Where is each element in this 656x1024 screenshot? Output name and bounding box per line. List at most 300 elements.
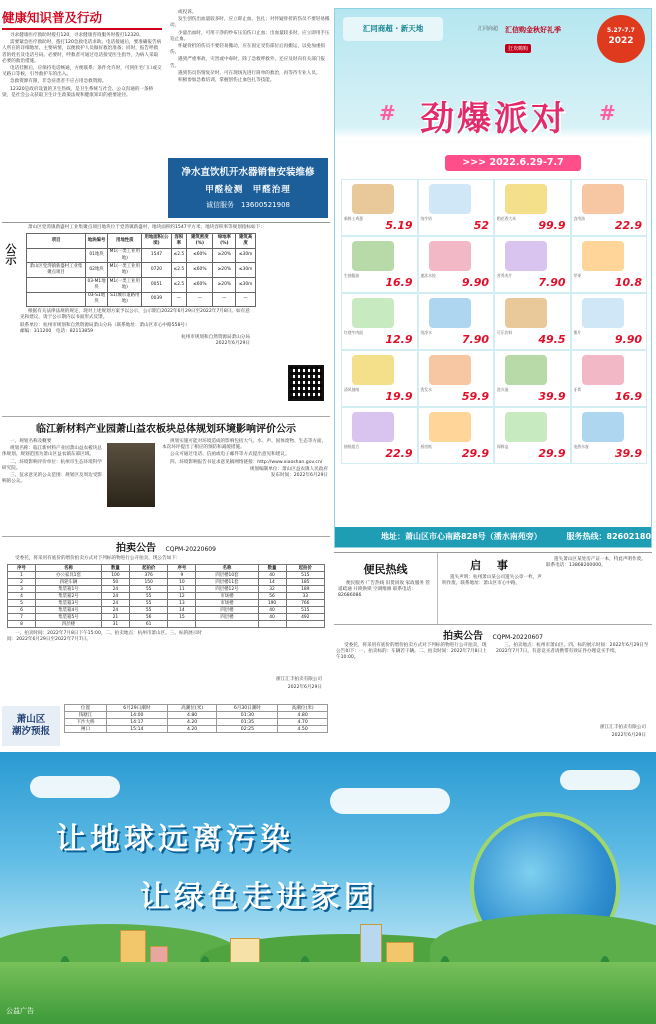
auction-cell: 15: [168, 614, 196, 621]
eco-banner: [0, 752, 656, 1024]
notice-row: [27, 292, 256, 307]
product-image: [352, 241, 394, 271]
notice-col-header: 容积率: [171, 234, 187, 249]
product-card: [341, 407, 418, 464]
auction-body: 一、拍卖时间：2022年7月8日下午15:00，二、拍卖地点：杭州市萧山区。三、标的展示时间：2022年6月29日至2022年7月7日。: [7, 631, 202, 643]
auction-cell: 515: [286, 572, 324, 579]
auction-cell: 33: [286, 593, 324, 600]
product-card: [418, 236, 495, 293]
tide-cell: 4.20: [167, 726, 217, 733]
product-card: [571, 293, 648, 350]
auction-cell: 55: [129, 607, 167, 614]
product-card: [494, 179, 571, 236]
product-card: [341, 293, 418, 350]
notice-col-header: 建筑高度: [236, 234, 256, 249]
store-logo-secondary: 汇同商超: [477, 26, 498, 32]
notice-cell: ≤30m: [236, 248, 256, 263]
tide-cell: 15:14: [106, 726, 167, 733]
auction-cell: 24: [101, 600, 129, 607]
notice-cell: —: [213, 292, 236, 307]
classified-text: 遗失萧山区某处房产证一本，特此声明作废。联系电话：13868200000。: [546, 557, 646, 569]
health-paragraph: 积极参加急救培训，掌握创伤止血包扎等技能。: [178, 78, 275, 84]
auction-cell: 185: [286, 579, 324, 586]
product-name: 抽纸组合: [344, 444, 360, 449]
product-card: [494, 236, 571, 293]
hash-icon: #: [379, 101, 396, 125]
notice-body: 根据有关法律法规的规定，现对上述规划方案予以公示，公示期自2022年6月29日至2022年7月8日。如有意见和建议，请于公示期内以书面形式反馈。: [20, 309, 250, 321]
tide-cell: 14:17: [106, 719, 167, 726]
auction-cell: 11: [168, 586, 196, 593]
auction-cell: 55: [129, 600, 167, 607]
auction-cell: 14: [168, 607, 196, 614]
auction-cell: 4: [8, 593, 36, 600]
tide-row: [65, 726, 328, 733]
product-name: 保鲜盒: [497, 444, 509, 449]
product-price: 9.90: [461, 276, 489, 289]
auction-title: [334, 627, 652, 642]
cloud-icon: [330, 788, 450, 814]
product-image: [505, 241, 547, 271]
hash-icon: #: [599, 101, 616, 125]
product-name: 新鲜土鸡蛋: [344, 216, 363, 221]
notice-cell: 0051: [142, 277, 171, 292]
water-ad-phone: 诚信服务 13600521908: [206, 201, 290, 209]
auction-intro: 受委托，将采用有底价的增价拍卖方式对下列标的物进行公开拍卖，现公告如下：: [15, 556, 181, 561]
auction-cell: 61: [129, 621, 167, 628]
grass-ground: [0, 962, 656, 1024]
auction-row: [8, 614, 325, 621]
notice-cell: 1547: [142, 248, 171, 263]
tide-label: [2, 706, 60, 746]
tide-col-header: 6月30日潮时: [217, 705, 278, 712]
eia-article: [2, 416, 330, 534]
auction-row: [8, 586, 325, 593]
product-card: [418, 179, 495, 236]
auction-col-header: 数量: [101, 565, 129, 572]
notice-cell: ≤60%: [187, 277, 213, 292]
auction-cell: 40: [258, 614, 286, 621]
notice-cell: ≤2.5: [171, 277, 187, 292]
tide-cell: 闸口: [65, 726, 107, 733]
notice-side-label: 公示: [4, 243, 17, 265]
notice-cell: [27, 277, 86, 292]
product-name: 生抽酱油: [344, 273, 360, 278]
notice-cell: 萧山区党湾镇新盛村工业集聚点项目: [27, 263, 86, 278]
auction-cell: 四层楼: [36, 621, 102, 628]
eia-paragraph: 公众可通过电话、信函或电子邮件等方式提出意见和建议。: [170, 452, 290, 458]
auction-cell: 市场楼: [196, 593, 258, 600]
auction-cell: 8: [8, 621, 36, 628]
tide-label-line: 潮汐预报: [11, 726, 50, 737]
product-price: 29.9: [461, 447, 489, 460]
auction-cell: 376: [129, 572, 167, 579]
auction-cell: 四轮车辆: [36, 579, 102, 586]
notice-cell: ≤30m: [236, 263, 256, 278]
auction-text: 三、拍卖地点：杭州市萧山区。四、标的展示时间：2022年6月29日至2022年7月7日。有意竞买者请携带有效证件办理竞买手续。: [496, 643, 649, 655]
health-knowledge-column: [2, 8, 162, 220]
store-hotline: 服务热线：82602180: [566, 532, 652, 541]
auction-cell: 21: [101, 614, 129, 621]
health-paragraph: 遇到伤员伤情复杂时，可在现场先进行简单的救治，再等待专业人员。: [178, 70, 321, 76]
notice-contact: 联系单位：杭州市规划和自然资源局萧山分局（联系地址：萧山区市心中路558号）: [20, 322, 190, 328]
product-price: 49.5: [538, 333, 566, 346]
tide-cell: 钱塘江: [65, 712, 107, 719]
product-image: [429, 241, 471, 271]
notice-cell: 03-S1地块: [85, 292, 107, 307]
product-name: 清风抽纸: [344, 387, 360, 392]
classified-column: [546, 557, 650, 570]
product-price: 7.90: [538, 276, 566, 289]
product-name: 纯牛奶: [420, 216, 432, 221]
eia-paragraph: 二、环境影响评价单位：杭州市生态环境科学研究院。: [2, 459, 102, 471]
hero-headline: 劲爆派对: [420, 99, 568, 139]
notice-cell: 0039: [142, 292, 171, 307]
product-image: [429, 298, 471, 328]
auction-code: CQPM-20220609: [165, 546, 216, 553]
auction-col-header: 起拍价: [286, 565, 324, 572]
auction-col-header: 起拍价: [129, 565, 167, 572]
product-price: 5.19: [385, 219, 413, 232]
product-image: [352, 355, 394, 385]
notice-cell: ≤60%: [187, 248, 213, 263]
product-price: 16.9: [614, 390, 642, 403]
eia-title: 临江新材料产业园萧山益农板块总体规划环境影响评价公示: [36, 424, 296, 435]
supermarket-ad: [334, 8, 652, 548]
product-price: 12.9: [385, 333, 413, 346]
eia-date: 发布时间：2022年6月29日: [270, 473, 328, 479]
product-name: 电热水壶: [573, 444, 589, 449]
product-price: 16.9: [385, 276, 413, 289]
auction-cell: 集装箱2号: [36, 593, 102, 600]
auction-cell: 56: [129, 614, 167, 621]
auction-sign: 浙江汇丰拍卖有限公司: [600, 725, 646, 730]
auction-sign: 浙江汇丰拍卖有限公司: [276, 677, 322, 682]
eco-slogan: 让地球远离污染: [56, 822, 294, 857]
auction-cell: 2: [8, 579, 36, 586]
public-service-tag: 公益广告: [6, 1007, 34, 1015]
anniversary-badge: [597, 15, 645, 63]
auction-title-text: 拍卖公告: [116, 543, 157, 554]
auction-code: CQPM-20220607: [492, 634, 543, 641]
auction-cell: 150: [129, 579, 167, 586]
health-paragraph: 或投诉。: [178, 10, 197, 15]
notice-cell: M1(一类工业用地): [108, 263, 142, 278]
notice-cell: ≤2.5: [171, 248, 187, 263]
auction-cell: 189: [286, 586, 324, 593]
notice-col-header: 地块编号: [85, 234, 107, 249]
health-paragraph: 少量出血时，可用干净的纱布压迫伤口止血；出血量较多时，应立即用手压迫止血。: [170, 30, 330, 42]
auction-cell: 四层楼10套: [196, 572, 258, 579]
health-paragraph: 电话挂断后，应保持电话畅通，方便联系；条件允许时，可到住宅门口或交叉路口等候，引导救护车的出入。: [2, 66, 162, 78]
auction-date: 2022年6月29日: [287, 685, 322, 690]
product-name: 可乐饮料: [497, 330, 513, 335]
notice-cell: ≤2.5: [171, 263, 187, 278]
product-image: [582, 298, 624, 328]
auction-cell: 7: [8, 614, 36, 621]
store-address-bar: [335, 527, 652, 547]
auction-cell: 24: [101, 607, 129, 614]
eia-paragraph: 三、征求意见的公众范围：规划区及周边受影响的公众。: [2, 473, 102, 485]
product-price: 29.9: [538, 447, 566, 460]
notice-col-header: 项目: [27, 234, 86, 249]
notice-col-header: 用地性质: [108, 234, 142, 249]
tide-cell: 01:30: [217, 712, 278, 719]
product-image: [505, 355, 547, 385]
health-paragraph: 寻求健康医疗救助时拨打120，寻求健康咨询服务时拨打12320。: [10, 33, 144, 38]
notice-intro: 萧山区党湾镇新盛村工业集聚点项目地块位于党湾镇新盛村，地块面积约1547平方米，地块容积率等规划指标如下：: [28, 225, 265, 230]
product-image: [429, 184, 471, 214]
water-purifier-ad: [168, 158, 328, 218]
product-card: [341, 179, 418, 236]
notice-cell: —: [171, 292, 187, 307]
product-price: 9.90: [614, 333, 642, 346]
auction-cell: 31: [101, 621, 129, 628]
auction-col-header: 序号: [8, 565, 36, 572]
product-name: 纯净水: [420, 330, 432, 335]
auction-cell: 32: [258, 586, 286, 593]
product-image: [505, 298, 547, 328]
auction-cell: 10: [168, 579, 196, 586]
product-name: 厨房纸: [420, 444, 432, 449]
product-card: [571, 350, 648, 407]
product-card: [571, 179, 648, 236]
auction-cell: 55: [129, 593, 167, 600]
product-name: 洗发水: [420, 387, 432, 392]
auction-cell: 24: [101, 593, 129, 600]
product-name: 苹果: [573, 273, 582, 278]
auction-date: 2022年6月29日: [611, 733, 646, 738]
health-column-continued: [170, 10, 330, 175]
product-card: [418, 293, 495, 350]
auction-cell: 9: [168, 572, 196, 579]
product-name: 食用油: [573, 216, 585, 221]
qr-code: [288, 365, 324, 401]
tide-cell: 4.50: [278, 726, 328, 733]
auction-text: 受委托，将采用有底价的增价拍卖方式对下列标的物进行公开拍卖，现公告如下：一、拍卖标的：车辆若干辆。二、拍卖时间：2022年7月8日上午10:00。: [336, 643, 487, 661]
product-name: 稻花香大米: [497, 216, 516, 221]
notice-cell: ≥20%: [213, 248, 236, 263]
product-name: 红烧牛肉面: [344, 330, 363, 335]
water-ad-services: 甲醛检测 甲醛治理: [205, 185, 291, 195]
product-image: [429, 355, 471, 385]
eia-link: 四、环境影响报告书征求意见稿网络链接：http://www.xiaoshan.gov.cn/: [170, 459, 323, 465]
tide-cell: 4.80: [278, 712, 328, 719]
tide-cell: 4.20: [167, 719, 217, 726]
badge-dates: 5.27-7.7: [607, 27, 635, 34]
hotline-heading: 便民热线: [363, 563, 408, 576]
health-paragraph: 12320是政府设置的卫生热线，是卫生系统与社会、公众沟通的一条桥梁，是社会公众获取卫生计生政策法规和健康知识的重要途径。: [2, 86, 154, 98]
auction-notice-2: [334, 624, 652, 746]
event-tag: 狂欢嗨购: [505, 44, 531, 53]
product-image: [352, 184, 394, 214]
notice-cell: M1(一类工业用地): [108, 248, 142, 263]
cloud-icon: [30, 776, 120, 798]
auction-row: [8, 579, 325, 586]
product-price: 39.9: [538, 390, 566, 403]
notice-zip: 邮编：311200 电话：82113859: [20, 328, 94, 334]
notice-cell: 0720: [142, 263, 171, 278]
auction-cell: 四层楼: [196, 607, 258, 614]
product-card: [571, 407, 648, 464]
product-card: [494, 350, 571, 407]
notice-cell: ≥20%: [213, 277, 236, 292]
tide-table-body: [65, 712, 328, 733]
tide-label-line: 萧山区: [16, 714, 46, 725]
product-card: [341, 350, 418, 407]
tide-table: [64, 704, 328, 733]
tide-cell: 4.80: [167, 712, 217, 719]
classified-column: [442, 557, 542, 589]
notice-cell: 03-M1地块: [85, 277, 107, 292]
health-paragraph: 怀疑骨折的伤员不要轻易搬动，应在固定受伤部位后再搬运，以免加重损伤。: [170, 44, 326, 56]
notice-date: 2022年6月29日: [215, 341, 250, 347]
product-price: 7.90: [461, 333, 489, 346]
store-logo: 汇同商超 · 新天地: [343, 17, 443, 41]
tide-cell: 下沙大桥: [65, 719, 107, 726]
notice-heading: 启 事: [470, 559, 514, 572]
tide-cell: 01:35: [217, 719, 278, 726]
auction-cell: 四层楼11套: [196, 579, 258, 586]
auction-cell: 四层楼12号: [196, 586, 258, 593]
notice-cell: [27, 248, 86, 263]
auction-cell: 13: [168, 600, 196, 607]
tide-row: [65, 712, 328, 719]
auction-cell: 766: [286, 600, 324, 607]
health-paragraph: 急救资源有限，非急症患者不应占用急救资源。: [10, 79, 107, 85]
notice-col-header: 绿地率(%): [213, 234, 236, 249]
auction-cell: 3: [8, 586, 36, 593]
product-image: [582, 241, 624, 271]
auction-cell: 40: [258, 607, 286, 614]
eco-slogan: 让绿色走进家园: [140, 880, 378, 915]
notice-cell: ≤30m: [236, 277, 256, 292]
product-image: [352, 298, 394, 328]
product-card: [418, 350, 495, 407]
product-image: [582, 355, 624, 385]
auction-table-body: [8, 572, 325, 628]
auction-cell: 集装箱1号: [36, 586, 102, 593]
auction-cell: 5: [8, 600, 36, 607]
auction-cell: [196, 621, 258, 628]
health-paragraph: 需要紧急医疗救助时，拨打120急救电话求助。电话接通后，要准确报告病人所在的详细地址、主要病情，以便救护人员做好救治准备；同时，报告呼救者的姓名及电话号码。必要时，呼救者可通过电话接受医生指导，为病人采取必要的救治措施。: [2, 40, 162, 64]
auction-row: [8, 593, 325, 600]
eia-paragraph: 一、规划名称及概要: [10, 439, 52, 444]
product-price: 19.9: [385, 390, 413, 403]
water-ad-headline: 净水直饮机开水器销售安装维修: [181, 167, 315, 178]
product-card: [494, 407, 571, 464]
product-price: 59.9: [461, 390, 489, 403]
planning-notice: [2, 222, 330, 412]
auction-cell: 集装箱5号: [36, 614, 102, 621]
auction-notice-1: [2, 536, 330, 696]
eia-paragraph: 规划名称：临江新材料产业园萧山益农板块总体规划。规划范围为萧山区益农镇东部区域。: [2, 446, 102, 458]
product-image: [505, 412, 547, 442]
auction-cell: 6: [8, 607, 36, 614]
notice-cell: —: [236, 292, 256, 307]
notice-cell: M1(一类工业用地): [108, 277, 142, 292]
auction-cell: 办公家具1套: [36, 572, 102, 579]
auction-cell: 14: [258, 579, 286, 586]
product-card: [341, 236, 418, 293]
product-price: 10.8: [614, 276, 642, 289]
product-price: 39.9: [614, 447, 642, 460]
auction-cell: [258, 621, 286, 628]
auction-cell: [168, 621, 196, 628]
notice-col-header: 建筑密度(%): [187, 234, 213, 249]
auction-cell: 40: [258, 572, 286, 579]
product-image: [352, 412, 394, 442]
notice-table: [26, 233, 256, 307]
tide-forecast: [2, 698, 330, 748]
auction-row: [8, 572, 325, 579]
auction-col-header: 数量: [258, 565, 286, 572]
cloud-icon: [560, 770, 640, 790]
health-title: 健康知识普及行动: [2, 8, 162, 30]
health-body: [2, 33, 162, 99]
eia-site-photo: [107, 443, 155, 507]
event-title: 汇信购金秋好礼季: [505, 26, 561, 34]
product-name: 牙膏: [573, 387, 582, 392]
auction-row: [8, 621, 325, 628]
auction-cell: 50: [101, 579, 129, 586]
auction-cell: 1: [8, 572, 36, 579]
badge-year: 2022: [608, 36, 634, 46]
promo-date-range: >>> 2022.6.29-7.7: [445, 155, 581, 171]
eia-column-2: [162, 439, 328, 479]
tide-col-header: 位置: [65, 705, 107, 712]
notice-cell: 02地块: [85, 263, 107, 278]
hotline-text: 便民服务 广告热线 旧货回收 家政服务 管道疏通 开锁换锁 空调维修 联系电话：82686086: [338, 581, 430, 599]
product-name: 营养麦片: [497, 273, 513, 278]
notice-col-header: 用地面积(公顷): [142, 234, 171, 249]
auction-cell: 集装箱4号: [36, 607, 102, 614]
auction-cell: 集装箱3号: [36, 600, 102, 607]
auction-table: [7, 564, 325, 628]
notice-table-body: [27, 248, 256, 306]
auction-cell: [286, 621, 324, 628]
notice-cell: [27, 292, 86, 307]
product-grid: [341, 179, 647, 464]
product-price: 22.9: [614, 219, 642, 232]
eia-column-1: [2, 439, 102, 486]
product-card: [418, 407, 495, 464]
auction-cell: 100: [101, 572, 129, 579]
tide-cell: 14:00: [106, 712, 167, 719]
auction-cell: 55: [129, 586, 167, 593]
tide-col-header: 6月29日潮时: [106, 705, 167, 712]
notice-cell: —: [187, 292, 213, 307]
notice-cell: 01地块: [85, 248, 107, 263]
notice-cell: S1(城市道路用地): [108, 292, 142, 307]
product-price: 99.9: [538, 219, 566, 232]
tide-row: [65, 719, 328, 726]
auction-col-header: 序号: [168, 565, 196, 572]
auction-col-header: 名称: [196, 565, 258, 572]
product-name: 洗衣液: [497, 387, 509, 392]
tide-cell: 02:25: [217, 726, 278, 733]
notice-cell: ≥20%: [213, 263, 236, 278]
notice-row: [27, 248, 256, 263]
auction-cell: 24: [101, 586, 129, 593]
classified-text: 遗失声明：杭州萧山某公司遗失公章一枚，声明作废。联系地址：萧山区市心中路。: [442, 575, 542, 587]
notice-cell: ≤60%: [187, 263, 213, 278]
product-image: [582, 184, 624, 214]
tide-cell: 4.70: [278, 719, 328, 726]
eia-paragraph: 规划实施可能对环境造成的影响包括大气、水、声、固体废物、生态等方面，本次环评提出了相应的预防和减缓措施。: [162, 439, 327, 451]
auction-cell: 四层楼: [196, 614, 258, 621]
auction-row: [8, 607, 325, 614]
eia-org: 规划编制单位：萧山区益农镇人民政府: [249, 466, 328, 472]
